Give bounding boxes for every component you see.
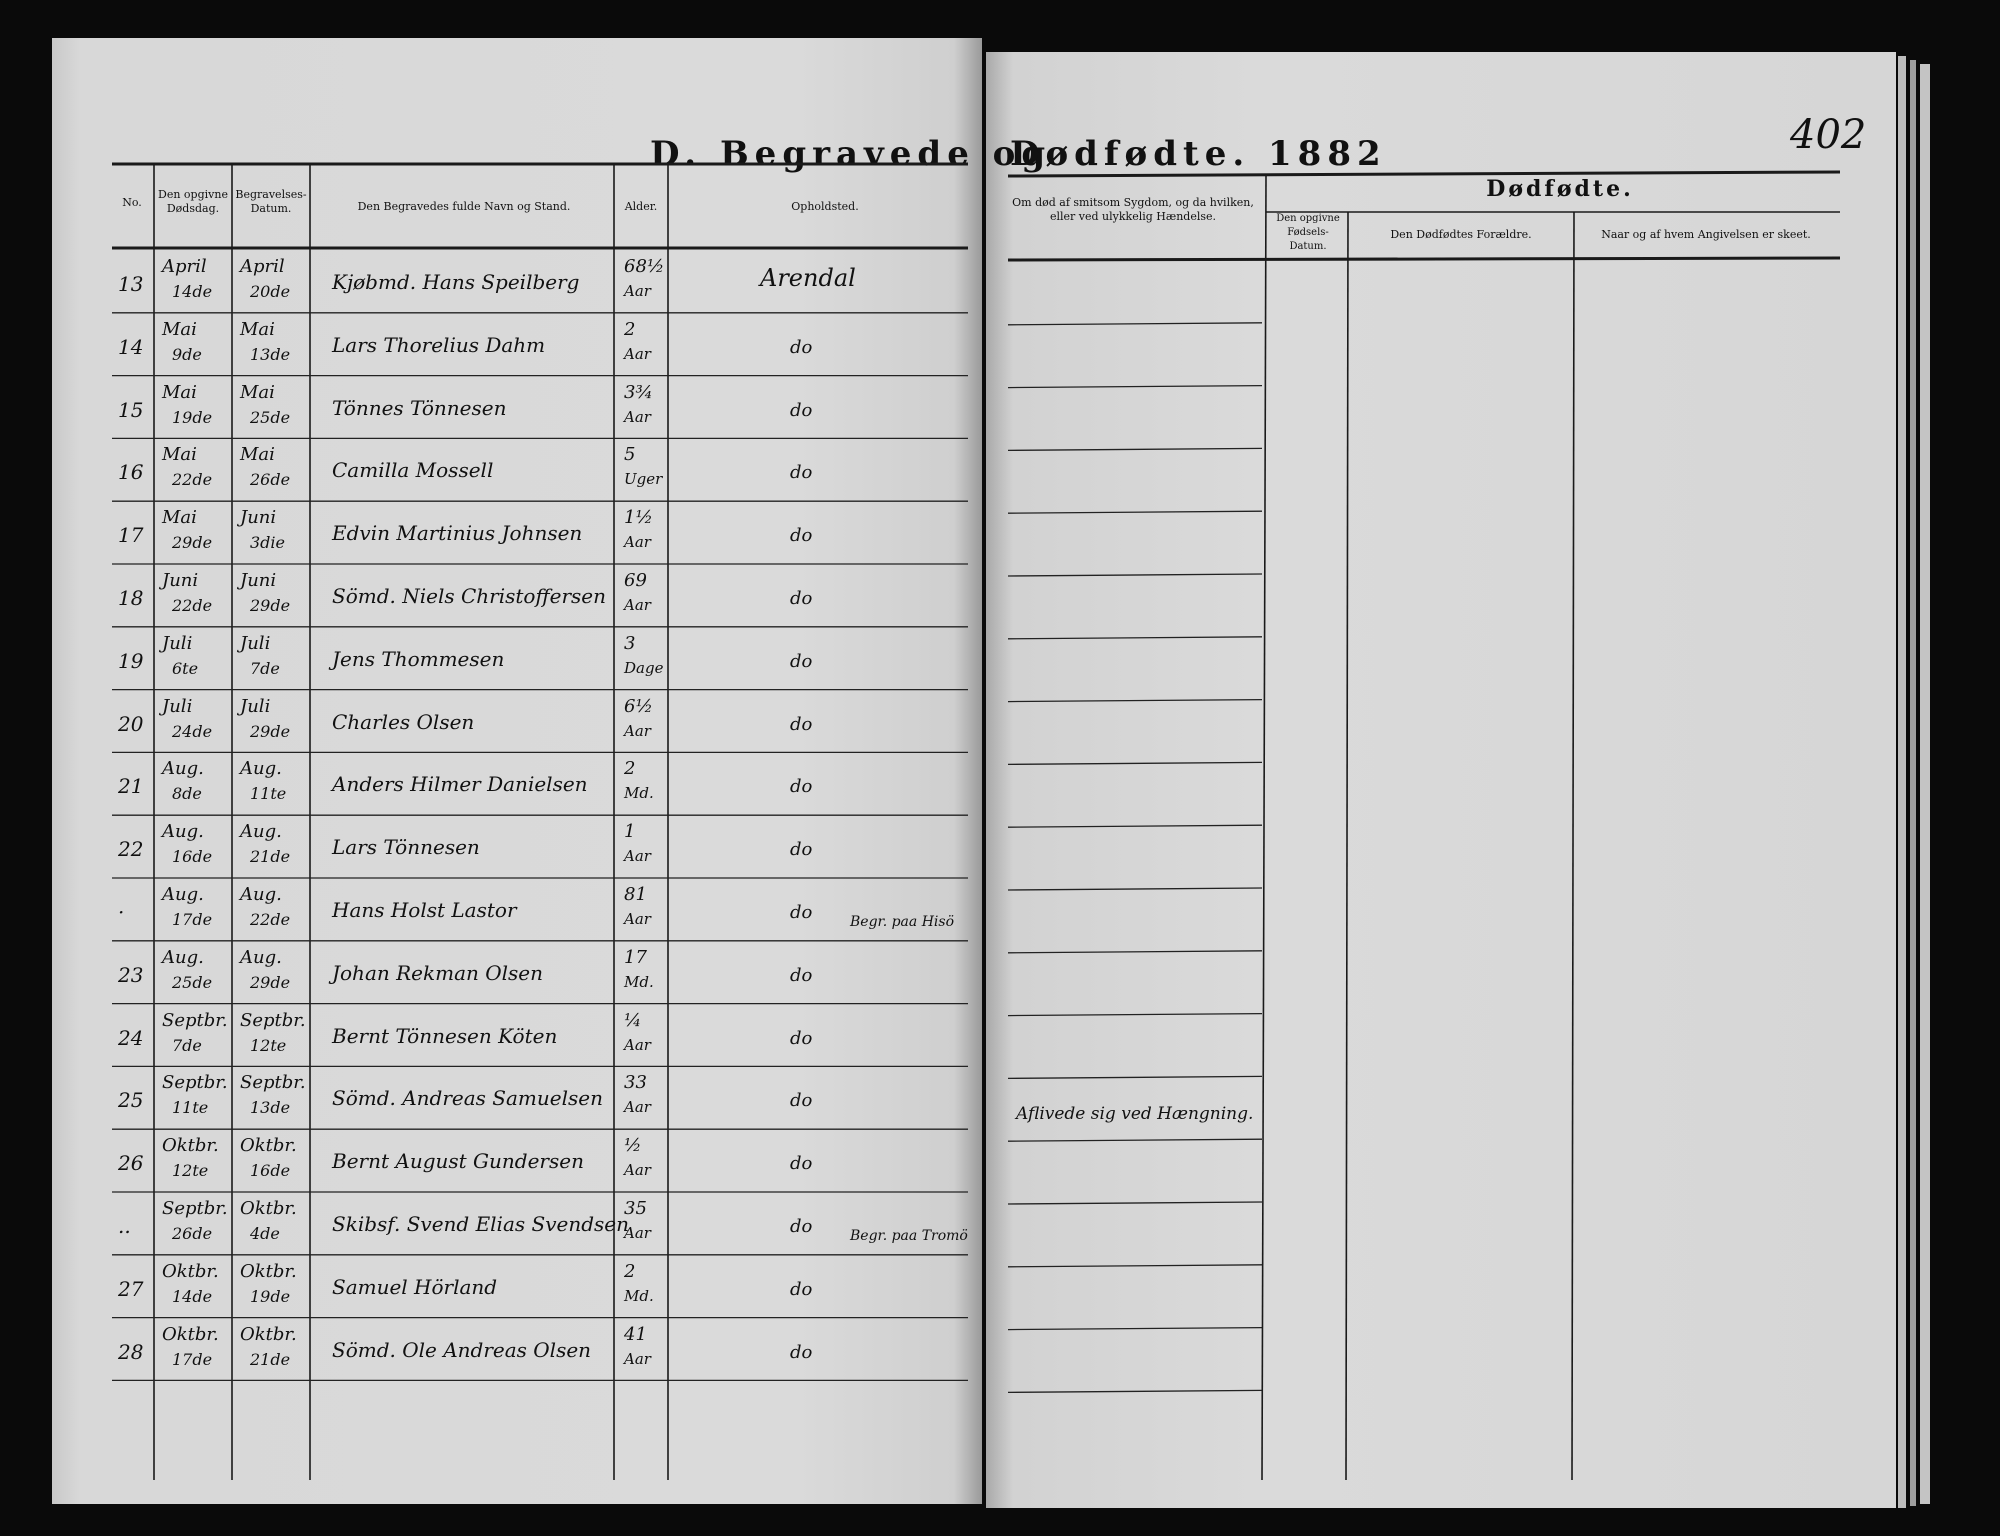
age-value: 69 [624,570,647,591]
deceased-name: Sömd. Ole Andreas Olsen [332,1337,592,1362]
burial-month: Aug. [240,946,282,968]
death-month: Mai [162,381,197,403]
deceased-name: Hans Holst Lastor [332,898,517,922]
residence: do [790,1153,813,1175]
deceased-name: Anders Hilmer Danielsen [332,772,588,797]
entry-number: 27 [118,1276,144,1301]
residence: do [790,336,813,358]
age-unit: Md. [624,1286,654,1305]
burial-day: 16de [250,1161,291,1181]
burial-note: Begr. paa Hisö [850,914,954,930]
burial-day: 29de [250,596,291,615]
burial-day: 19de [250,1286,291,1306]
deceased-name: Camilla Mossell [332,458,494,483]
burial-day: 29de [250,721,291,741]
entry-number: 26 [118,1151,144,1176]
age-unit: Aar [624,344,651,363]
entry-number: 24 [118,1025,144,1050]
residence: do [790,650,813,672]
deceased-name: Edvin Martinius Johnsen [332,521,583,546]
death-day: 17de [172,910,213,929]
burial-day: 11te [250,784,287,804]
death-day: 9de [172,344,202,364]
death-day: 14de [172,282,213,301]
deceased-name: Johan Rekman Olsen [332,960,544,985]
burial-month: Oktbr. [240,1323,297,1345]
burial-month: April [240,256,285,277]
burial-month: Oktbr. [240,1198,297,1219]
death-month: Septbr. [162,1198,228,1219]
death-month: Juni [162,570,199,591]
death-day: 6te [172,658,199,678]
age-unit: Aar [624,910,651,928]
death-month: Oktbr. [162,1323,219,1345]
death-month: Oktbr. [162,1260,219,1282]
page-title-right: Dødfødte. 1882 [1010,134,1387,174]
death-month: Aug. [162,821,204,843]
age-unit: Aar [624,1098,651,1117]
death-day: 26de [172,1224,213,1243]
deceased-name: Bernt Tönnesen Köten [332,1023,558,1048]
page-number: 402 [1790,112,1867,158]
burial-day: 12te [250,1035,287,1055]
age-value: 33 [624,1072,647,1094]
age-unit: Aar [624,1035,651,1054]
burial-month: Aug. [240,758,282,780]
burial-day: 25de [250,407,291,427]
age-unit: Dage [624,658,664,677]
burial-day: 21de [250,1349,291,1369]
entry-number: 13 [118,272,144,296]
deceased-name: Kjøbmd. Hans Speilberg [332,270,580,294]
residence: do [790,462,813,484]
death-day: 19de [172,407,213,427]
entry-number: 20 [118,711,144,736]
residence: Arendal [760,264,856,292]
age-unit: Aar [624,1349,651,1368]
header-parents: Den Dødfødtes Forældre. [1390,228,1532,241]
residence: do [790,1090,813,1112]
deceased-name: Lars Thorelius Dahm [332,332,546,357]
entry-number: 17 [118,523,144,548]
residence: do [790,776,813,798]
deceased-name: Tönnes Tönnesen [332,395,507,420]
entry-number: 28 [118,1339,144,1364]
burial-month: Juni [240,570,277,591]
burial-month: Mai [240,381,275,403]
header-died: Den opgivne Dødsdag. [158,188,228,215]
death-month: Septbr. [162,1072,228,1094]
death-month: Oktbr. [162,1135,219,1157]
entry-number: 18 [118,586,144,610]
burial-month: Mai [240,318,275,340]
death-month: Juli [162,695,193,717]
death-month: Aug. [162,884,204,905]
age-unit: Aar [624,847,651,866]
entry-number: 22 [118,837,144,862]
entry-number: 23 [118,962,144,987]
residence: do [790,839,813,861]
burial-day: 21de [250,847,291,867]
age-unit: Aar [624,596,651,614]
header-stillborn: Dødfødte. [1486,176,1634,202]
burial-day: 22de [250,910,291,929]
burial-day: 26de [250,470,291,490]
age-value: 1½ [624,507,653,529]
entry-number: 21 [118,774,144,799]
header-birth-date: Den opgivne Fødsels-Datum. [1276,213,1340,252]
age-unit: Md. [624,784,654,803]
burial-day: 7de [250,658,280,678]
residence: do [790,1278,813,1300]
age-unit: Aar [624,282,651,300]
death-day: 16de [172,847,213,867]
age-value: 2 [624,1260,636,1282]
death-day: 7de [172,1035,202,1055]
death-day: 22de [172,596,213,615]
age-unit: Uger [624,470,663,489]
burial-month: Septbr. [240,1072,306,1094]
burial-month: Aug. [240,821,282,843]
residence: do [790,902,813,923]
age-unit: Aar [624,721,651,740]
residence: do [790,1341,813,1363]
death-month: Aug. [162,946,204,968]
death-month: Mai [162,444,197,466]
age-value: 1 [624,821,636,843]
age-unit: Aar [624,1161,651,1180]
cause-of-death: Aflivede sig ved Hængning. [1016,1104,1254,1125]
residence: do [790,964,813,986]
death-day: 25de [172,972,213,992]
death-day: 14de [172,1286,213,1306]
entry-number: 19 [118,648,144,673]
death-month: Mai [162,507,197,529]
death-month: Aug. [162,758,204,780]
entry-number: · [118,900,125,924]
deceased-name: Jens Thommesen [332,646,505,671]
age-value: 3 [624,632,636,654]
death-month: Septbr. [162,1009,228,1031]
burial-month: Juni [240,507,277,529]
deceased-name: Sömd. Niels Christoffersen [332,584,607,608]
age-unit: Aar [624,1224,651,1242]
header-residence: Opholdsted. [791,200,859,213]
burial-day: 20de [250,282,291,301]
page-title-left: D. Begravede og [650,134,1052,174]
death-day: 12te [172,1161,209,1181]
age-value: 6½ [624,695,653,717]
age-value: 17 [624,946,647,968]
header-buried: Begravelses-Datum. [235,188,307,215]
age-value: 5 [624,444,636,466]
deceased-name: Sömd. Andreas Samuelsen [332,1086,603,1111]
deceased-name: Skibsf. Svend Elias Svendsen [332,1212,630,1236]
residence: do [790,525,813,547]
death-day: 8de [172,784,202,804]
entry-number: 15 [118,397,144,422]
residence: do [790,399,813,421]
age-value: 3¾ [624,381,653,403]
burial-note: Begr. paa Tromö [850,1228,968,1244]
deceased-name: Bernt August Gundersen [332,1149,584,1174]
death-day: 17de [172,1349,213,1369]
age-value: 2 [624,318,636,340]
burial-day: 13de [250,344,291,364]
age-value: 2 [624,758,636,780]
age-value: 35 [624,1198,647,1219]
burial-day: 3die [250,533,286,553]
entry-number: .. [118,1214,131,1238]
age-value: ½ [624,1135,642,1157]
header-name: Den Begravedes fulde Navn og Stand. [357,200,571,213]
death-month: Juli [162,632,193,654]
deceased-name: Lars Tönnesen [332,835,480,860]
burial-month: Oktbr. [240,1260,297,1282]
burial-day: 4de [250,1224,280,1243]
burial-month: Aug. [240,884,282,905]
residence: do [790,713,813,735]
burial-day: 29de [250,972,291,992]
burial-month: Juli [240,632,271,654]
age-unit: Aar [624,407,651,426]
death-day: 22de [172,470,213,490]
entry-number: 14 [118,334,144,359]
deceased-name: Samuel Hörland [332,1274,498,1299]
burial-month: Septbr. [240,1009,306,1031]
residence: do [790,1216,813,1237]
header-cause: Om død af smitsom Sygdom, og da hvilken, eller ved ulykkelig Hændelse. [1012,196,1254,223]
burial-month: Oktbr. [240,1135,297,1157]
death-month: Mai [162,318,197,340]
age-unit: Aar [624,533,651,552]
entry-number: 16 [118,460,144,485]
death-month: April [162,256,207,277]
death-day: 29de [172,533,213,553]
header-age: Alder. [624,200,658,213]
age-value: 41 [624,1323,647,1345]
burial-month: Juli [240,695,271,717]
residence: do [790,588,813,609]
death-day: 24de [172,721,213,741]
burial-day: 13de [250,1098,291,1118]
deceased-name: Charles Olsen [332,709,475,734]
age-value: ¼ [624,1009,642,1031]
age-value: 81 [624,884,647,905]
death-day: 11te [172,1098,209,1118]
header-no: No. [122,196,142,209]
age-value: 68½ [624,256,665,277]
burial-month: Mai [240,444,275,466]
header-reported: Naar og af hvem Angivelsen er skeet. [1601,228,1811,241]
residence: do [790,1027,813,1049]
age-unit: Md. [624,972,654,991]
entry-number: 25 [118,1088,144,1113]
